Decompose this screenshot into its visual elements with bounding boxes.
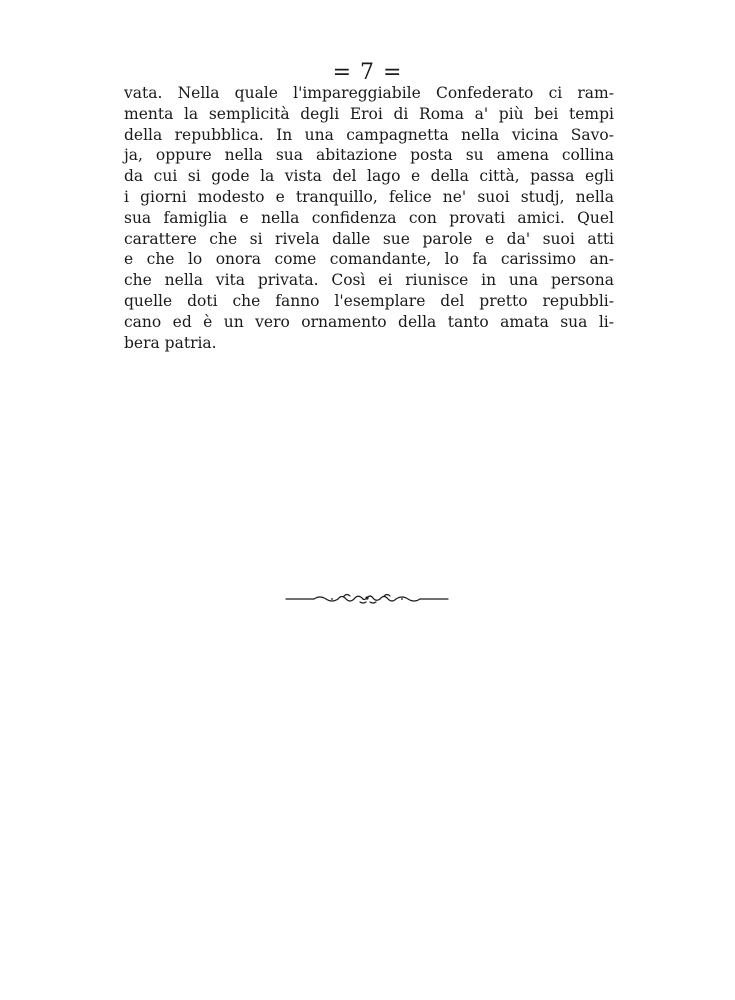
text-line-13: bera patria. bbox=[124, 333, 217, 352]
text-line-3: della repubblica. In una campagnetta nella vicina Savo- bbox=[124, 125, 614, 144]
text-line-1: vata. Nella quale l'impareggiabile Confederato ci ram- bbox=[124, 84, 614, 102]
text-line-5: da cui si gode la vista del lago e della città, passa egli bbox=[124, 167, 614, 186]
tailpiece-ornament-icon bbox=[284, 590, 450, 606]
text-line-12: cano ed è un vero ornamento della tanto amata sua li- bbox=[124, 312, 614, 331]
text-line-2: menta la semplicità degli Eroi di Roma a' più bei tempi bbox=[124, 104, 614, 123]
text-line-6: i giorni modesto e tranquillo, felice ne' suoi studj, nella bbox=[124, 187, 614, 206]
text-line-7: sua famiglia e nella confidenza con provati amici. Quel bbox=[124, 208, 614, 227]
text-line-10: che nella vita privata. Così ei riunisce in una persona bbox=[124, 271, 614, 290]
text-line-11: quelle doti che fanno l'esemplare del pretto repubbli- bbox=[124, 291, 614, 310]
text-line-4: ja, oppure nella sua abitazione posta su amena collina bbox=[124, 146, 614, 165]
body-text bbox=[124, 83, 614, 353]
text-line-9: e che lo onora come comandante, lo fa carissimo an- bbox=[124, 250, 614, 269]
page-number: = 7 = bbox=[332, 60, 403, 85]
text-line-8: carattere che si rivela dalle sue parole e da' suoi atti bbox=[124, 229, 614, 248]
